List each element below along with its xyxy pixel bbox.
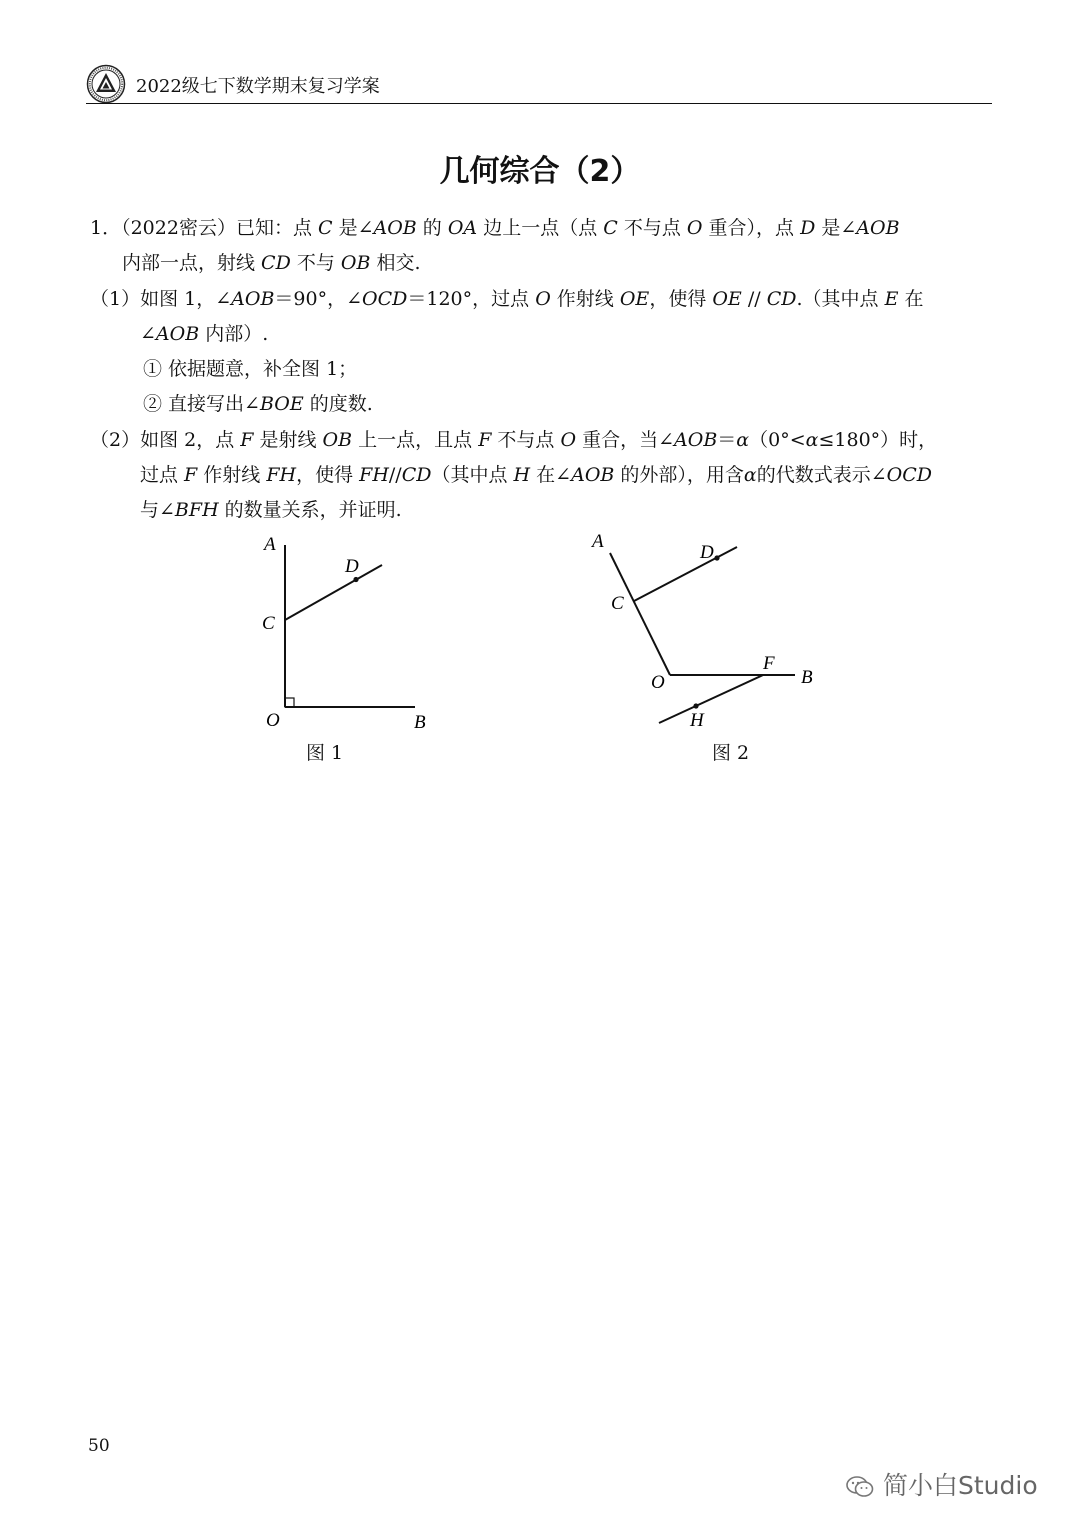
part1-subquestion-1: ① 依据题意，补全图 1； (143, 358, 358, 380)
math-variable: BOE (259, 393, 304, 415)
page-number: 50 (88, 1436, 110, 1456)
math-variable: BFH (174, 499, 219, 521)
label-a: A (592, 531, 604, 552)
label-b: B (414, 712, 426, 733)
math-variable: AOB (856, 217, 900, 239)
math-variable: AOB (155, 323, 200, 345)
wechat-icon (845, 1474, 875, 1500)
part1-line-1: （1）如图 1，∠AOB＝90°，∠OCD＝120°，过点 O 作射线 OE，使得 OE // CD.（其中点 E 在 (90, 288, 924, 310)
header-divider (86, 103, 992, 104)
math-variable: O (535, 288, 551, 310)
math-variable: O (686, 217, 703, 239)
point-d-dot (714, 555, 719, 560)
math-variable: OB (340, 252, 371, 274)
label-b: B (801, 667, 813, 688)
math-variable: OCD (886, 464, 933, 486)
header-title: 2022级七下数学期末复习学案 (136, 76, 380, 97)
math-variable: α (805, 429, 819, 451)
part1-subquestion-2: ② 直接写出∠BOE 的度数. (143, 393, 373, 415)
figure-1-caption: 图 1 (306, 742, 344, 764)
problem-intro-line-2: 内部一点，射线 CD 不与 OB 相交. (122, 252, 421, 274)
math-variable: FH (266, 464, 297, 486)
math-variable: OE (619, 288, 650, 310)
ray-fh (659, 675, 763, 723)
point-d-dot (353, 577, 358, 582)
math-variable: O (560, 429, 577, 451)
math-variable: CD (261, 252, 291, 274)
right-angle-mark (285, 698, 294, 707)
problem-intro-line-1: 1．（2022密云）已知：点 C 是∠AOB 的 OA 边上一点（点 C 不与点 O 重合），点 D 是∠AOB (90, 217, 900, 239)
math-variable: H (513, 464, 531, 486)
math-variable: FH (359, 464, 389, 486)
school-logo-icon (86, 64, 126, 104)
label-o: O (266, 710, 280, 731)
label-d: D (700, 542, 714, 563)
math-variable: AOB (571, 464, 615, 486)
math-variable: D (800, 217, 816, 239)
math-variable: AOB (231, 288, 275, 310)
math-variable: F (184, 464, 198, 486)
math-variable: C (317, 217, 333, 239)
label-h: H (690, 710, 704, 731)
math-variable: F (478, 429, 492, 451)
math-variable: OE (712, 288, 742, 310)
math-variable: OCD (362, 288, 408, 310)
watermark-text: 简小白Studio (883, 1471, 1038, 1500)
page-header (86, 58, 992, 104)
part2-line-1: （2）如图 2，点 F 是射线 OB 上一点，且点 F 不与点 O 重合，当∠AOB＝α（0°<α≤180°）时， (90, 429, 938, 451)
label-a: A (264, 534, 276, 555)
figure-2 (580, 525, 830, 740)
math-variable: F (240, 429, 254, 451)
math-variable: AOB (373, 217, 417, 239)
figure-1 (250, 530, 450, 740)
math-variable: C (603, 217, 618, 239)
math-variable: E (884, 288, 899, 310)
math-variable: α (736, 429, 750, 451)
ray-cd (634, 547, 737, 601)
label-o: O (651, 672, 665, 693)
ray-cd (285, 565, 382, 620)
label-d: D (345, 556, 359, 577)
label-f: F (763, 653, 775, 674)
math-variable: CD (401, 464, 432, 486)
watermark (845, 1466, 1038, 1502)
label-c: C (611, 593, 624, 614)
math-variable: AOB (674, 429, 718, 451)
math-variable: OA (447, 217, 478, 239)
part2-line-3: 与∠BFH 的数量关系，并证明. (140, 499, 402, 521)
page-title: 几何综合（2） (439, 154, 641, 189)
part2-line-2: 过点 F 作射线 FH，使得 FH//CD（其中点 H 在∠AOB 的外部），用含α的代数式表示∠OCD (140, 464, 933, 486)
math-variable: OB (322, 429, 353, 451)
part1-line-2: ∠AOB 内部）. (140, 323, 269, 345)
label-c: C (262, 613, 275, 634)
point-h-dot (693, 703, 698, 708)
ray-oa (610, 553, 670, 675)
figure-2-caption: 图 2 (712, 742, 750, 764)
math-variable: α (743, 464, 757, 486)
math-variable: CD (766, 288, 797, 310)
